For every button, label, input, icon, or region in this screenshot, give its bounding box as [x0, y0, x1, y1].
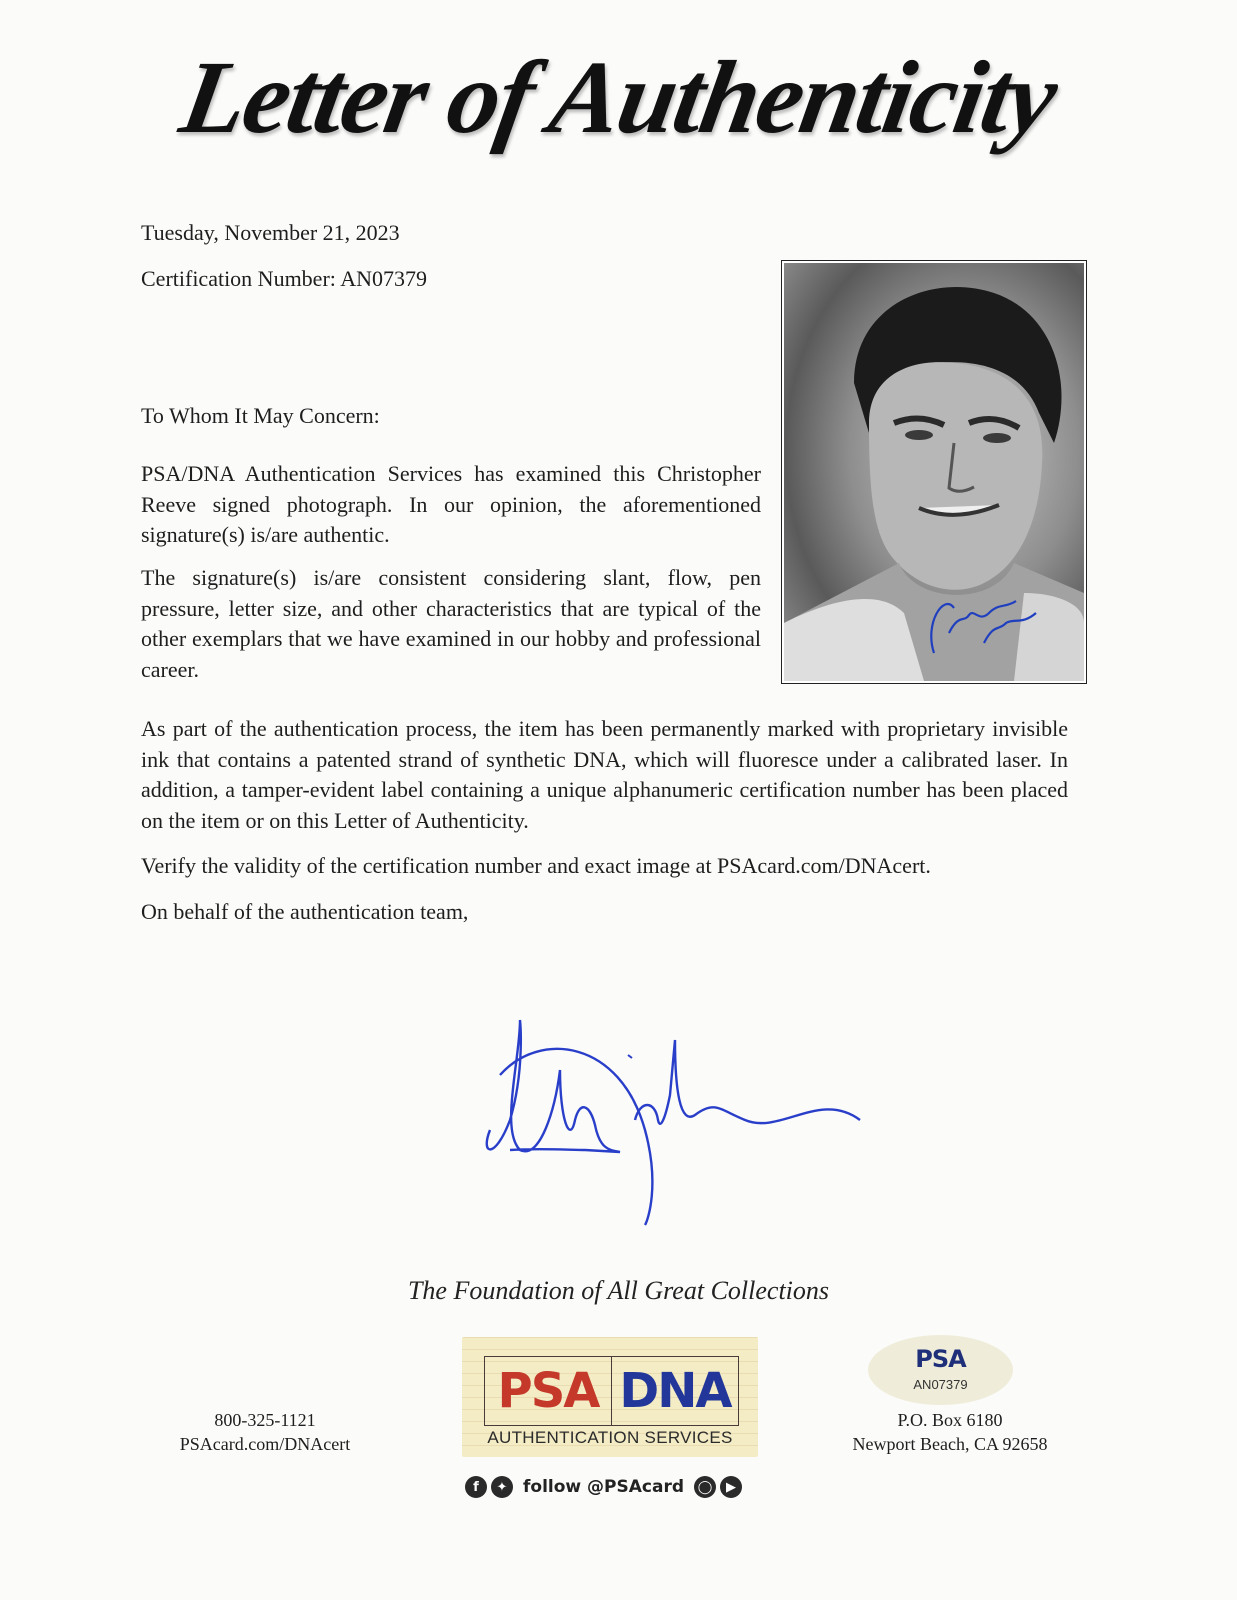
website-link[interactable]: PSAcard.com/DNAcert	[179, 1434, 351, 1454]
certification-label: Certification Number:	[141, 266, 336, 291]
instagram-icon[interactable]: ◯	[694, 1476, 716, 1498]
seal-number: AN07379	[913, 1377, 968, 1392]
paragraph-verify: Verify the validity of the certification number and exact image at PSAcard.com/DNAcert.	[141, 853, 931, 878]
logo-subtitle: AUTHENTICATION SERVICES	[487, 1428, 733, 1447]
mailing-address	[830, 1408, 1070, 1456]
phone-number: 800-325-1121	[214, 1410, 316, 1430]
letter-title: Letter of Authenticity	[172, 40, 1064, 155]
letter-date: Tuesday, November 21, 2023	[141, 220, 400, 245]
paragraph-consistency: The signature(s) is/are consistent considering slant, flow, pen pressure, letter size, and other characteristics that are typical of the other exemplars that we have examined in our hobby and professional career.	[141, 565, 761, 682]
logo-frame	[484, 1356, 739, 1426]
address-line-2: Newport Beach, CA 92658	[852, 1434, 1048, 1454]
portrait-illustration	[784, 263, 1084, 681]
logo-psa-text: PSA	[485, 1357, 612, 1425]
footer-tagline: The Foundation of All Great Collections	[407, 1276, 830, 1305]
paragraph-examination: PSA/DNA Authentication Services has examined this Christopher Reeve signed photograph. In our opinion, the aforementioned signature(s) is/are authentic.	[141, 461, 761, 547]
salutation: To Whom It May Concern:	[141, 403, 380, 428]
facebook-icon[interactable]: f	[465, 1476, 487, 1498]
closing-line: On behalf of the authentication team,	[141, 899, 469, 924]
psa-certification-seal	[868, 1335, 1013, 1405]
psa-dna-logo	[462, 1337, 758, 1457]
follow-handle[interactable]: follow @PSAcard	[523, 1477, 684, 1497]
photo-image	[784, 263, 1084, 681]
twitter-icon[interactable]: ✦	[491, 1476, 513, 1498]
authenticator-signature	[480, 1000, 880, 1230]
certification-line	[141, 264, 427, 294]
contact-info	[150, 1408, 380, 1456]
seal-logo-text: PSA	[915, 1345, 966, 1373]
paragraph-dna-process: As part of the authentication process, the item has been permanently marked with proprietary invisible ink that contains a patented strand of synthetic DNA, which will fluoresce under a calibrated laser. In addition, a tamper-evident label containing a unique alphanumeric certification number has been placed on the item or on this Letter of Authenticity.	[141, 716, 1068, 833]
signed-photograph	[781, 260, 1087, 684]
certification-number: AN07379	[340, 266, 427, 291]
address-line-1: P.O. Box 6180	[897, 1410, 1003, 1430]
youtube-icon[interactable]: ▶	[720, 1476, 742, 1498]
seal-logo	[868, 1345, 1013, 1373]
logo-dna-text: DNA	[619, 1363, 731, 1419]
social-follow-bar	[465, 1474, 742, 1500]
